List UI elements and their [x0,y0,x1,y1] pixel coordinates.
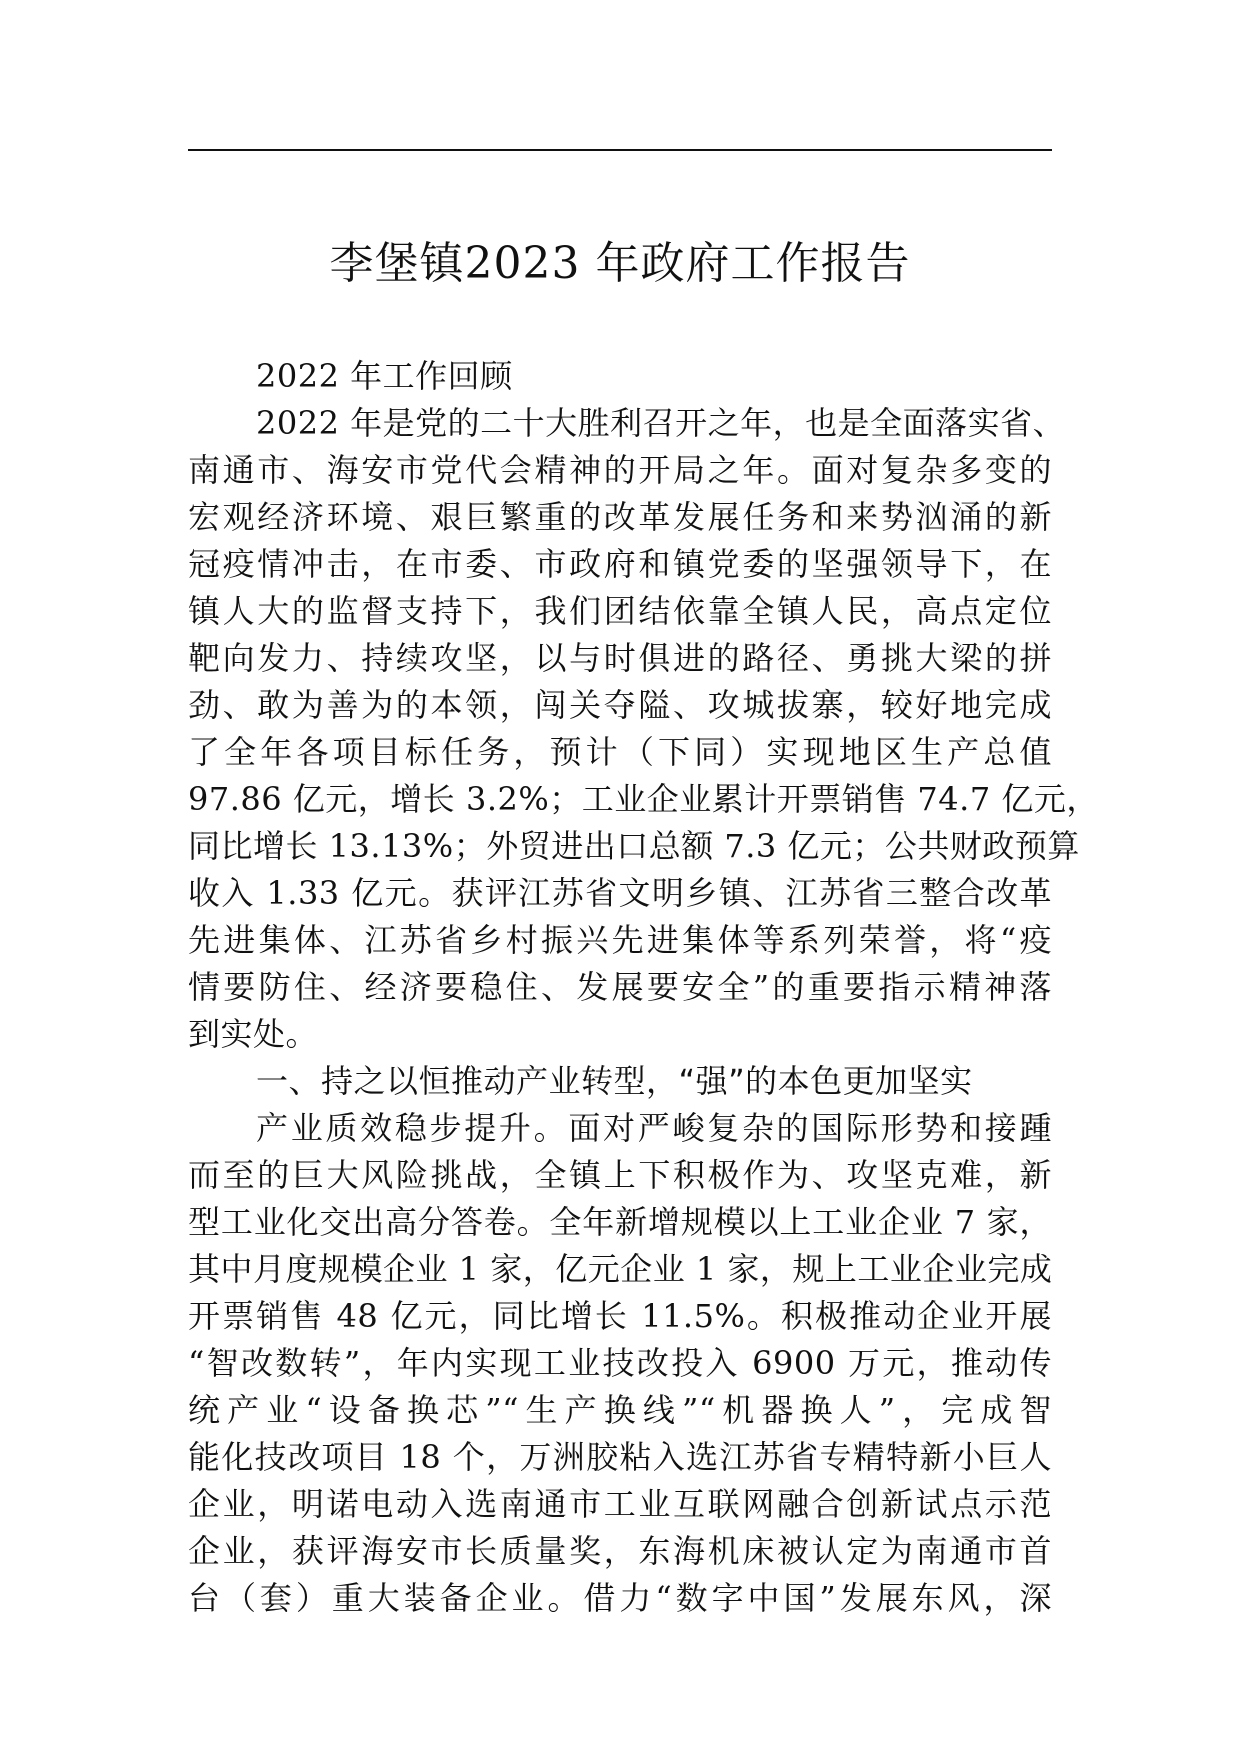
paragraph-line: 统产业“设备换芯”“生产换线”“机器换人”，完成智 [188,1391,1052,1429]
paragraph-line: 南通市、海安市党代会精神的开局之年。面对复杂多变的 [188,451,1052,489]
paragraph-line: 2022 年是党的二十大胜利召开之年，也是全面落实省、 [256,404,1066,442]
paragraph-line: 到实处。 [188,1015,319,1053]
paragraph-line: 型工业化交出高分答卷。全年新增规模以上工业企业 7 家， [188,1203,1052,1241]
header-rule [188,149,1052,151]
paragraph-line: 收入 1.33 亿元。获评江苏省文明乡镇、江苏省三整合改革 [188,874,1052,912]
paragraph-line: 靶向发力、持续攻坚，以与时俱进的路径、勇挑大梁的拼 [188,639,1052,677]
paragraph-line: 能化技改项目 18 个，万洲胶粘入选江苏省专精特新小巨人 [188,1438,1052,1476]
paragraph-line: 开票销售 48 亿元，同比增长 11.5%。积极推动企业开展 [188,1297,1052,1335]
paragraph-line: 产业质效稳步提升。面对严峻复杂的国际形势和接踵 [256,1109,1052,1147]
paragraph-line: 先进集体、江苏省乡村振兴先进集体等系列荣誉，将“疫 [188,921,1052,959]
paragraph-line: 情要防住、经济要稳住、发展要安全”的重要指示精神落 [188,968,1052,1006]
paragraph-line: 企业，获评海安市长质量奖，东海机床被认定为南通市首 [188,1532,1052,1570]
paragraph-line: 其中月度规模企业 1 家，亿元企业 1 家，规上工业企业完成 [188,1250,1053,1288]
paragraph-line: 而至的巨大风险挑战，全镇上下积极作为、攻坚克难，新 [188,1156,1052,1194]
paragraph-line: 冠疫情冲击，在市委、市政府和镇党委的坚强领导下，在 [188,545,1052,583]
document-title: 李堡镇2023 年政府工作报告 [329,238,911,289]
paragraph-line: 台（套）重大装备企业。借力“数字中国”发展东风，深 [188,1579,1052,1617]
section-heading: 一、持之以恒推动产业转型，“强”的本色更加坚实 [256,1062,973,1100]
paragraph-line: 同比增长 13.13%；外贸进出口总额 7.3 亿元；公共财政预算 [188,827,1080,865]
paragraph-line: 宏观经济环境、艰巨繁重的改革发展任务和来势汹涌的新 [188,498,1052,536]
paragraph-line: 97.86 亿元，增长 3.2%；工业企业累计开票销售 74.7 亿元， [188,780,1099,818]
paragraph-line: 劲、敢为善为的本领，闯关夺隘、攻城拔寨，较好地完成 [188,686,1052,724]
paragraph-line: 了全年各项目标任务，预计（下同）实现地区生产总值 [188,733,1052,771]
paragraph-line: 企业，明诺电动入选南通市工业互联网融合创新试点示范 [188,1485,1052,1523]
paragraph-line: 镇人大的监督支持下，我们团结依靠全镇人民，高点定位 [188,592,1052,630]
paragraph-line: 2022 年工作回顾 [256,357,513,395]
paragraph-line: “智改数转”，年内实现工业技改投入 6900 万元，推动传 [188,1344,1052,1382]
document-body [188,353,1099,1622]
